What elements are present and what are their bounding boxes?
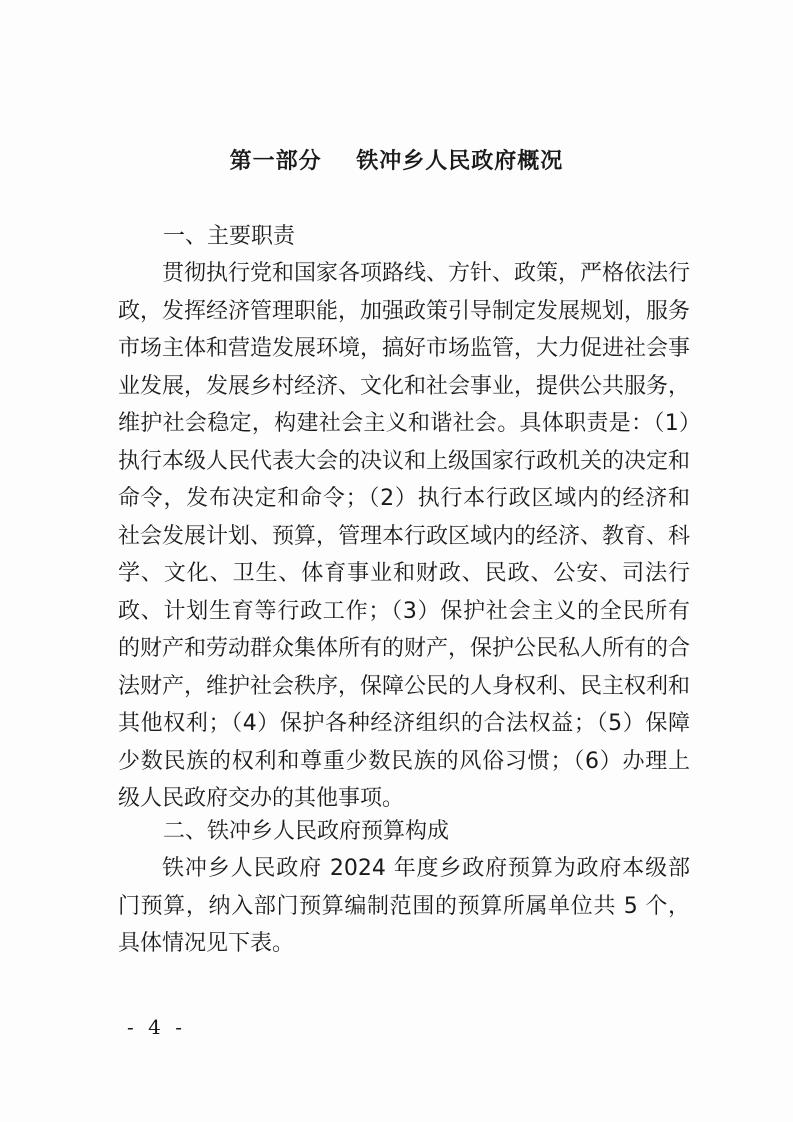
page-title: 第一部分 铁冲乡人民政府概况 (229, 149, 564, 174)
page-number: - 4 - (127, 1015, 186, 1039)
section-heading-budget: 二、铁冲乡人民政府预算构成 (163, 819, 450, 844)
section-body-duties: 贯彻执行党和国家各项路线、方针、政策，严格依法行政，发挥经济管理职能，加强政策引导制定发展规划，服务市场主体和营造发展环境，搞好市场监管，大力促进社会事业发展，发展乡村经济、文化和社会事业，提供公共服务，维护社会稳定，构建社会主义和谐社会。具体职责是：（1）执行本级人民代表大会的决议和上级国家行政机关的决定和命令，发布决定和命令；（2）执行本行政区域内的经济和社会发展计划、预算，管理本行政区域内的经济、教育、科学、文化、卫生、体育事业和财政、民政、公安、司法行政、计划生育等行政工作；（3）保护社会主义的全民所有的财产和劳动群众集体所有的财产，保护公民私人所有的合法财产，维护社会秩序，保障公民的人身权利、民主权利和其他权利；（4）保护各种经济组织的合法权益；（5）保障少数民族的权利和尊重少数民族的风俗习惯；（6）办理上级人民政府交办的其他事项。 (118, 261, 691, 811)
section-heading-duties: 一、主要职责 (163, 224, 296, 249)
section-body-budget: 铁冲乡人民政府 2024 年度乡政府预算为政府本级部门预算，纳入部门预算编制范围的预算所属单位共 5 个，具体情况见下表。 (118, 856, 690, 956)
